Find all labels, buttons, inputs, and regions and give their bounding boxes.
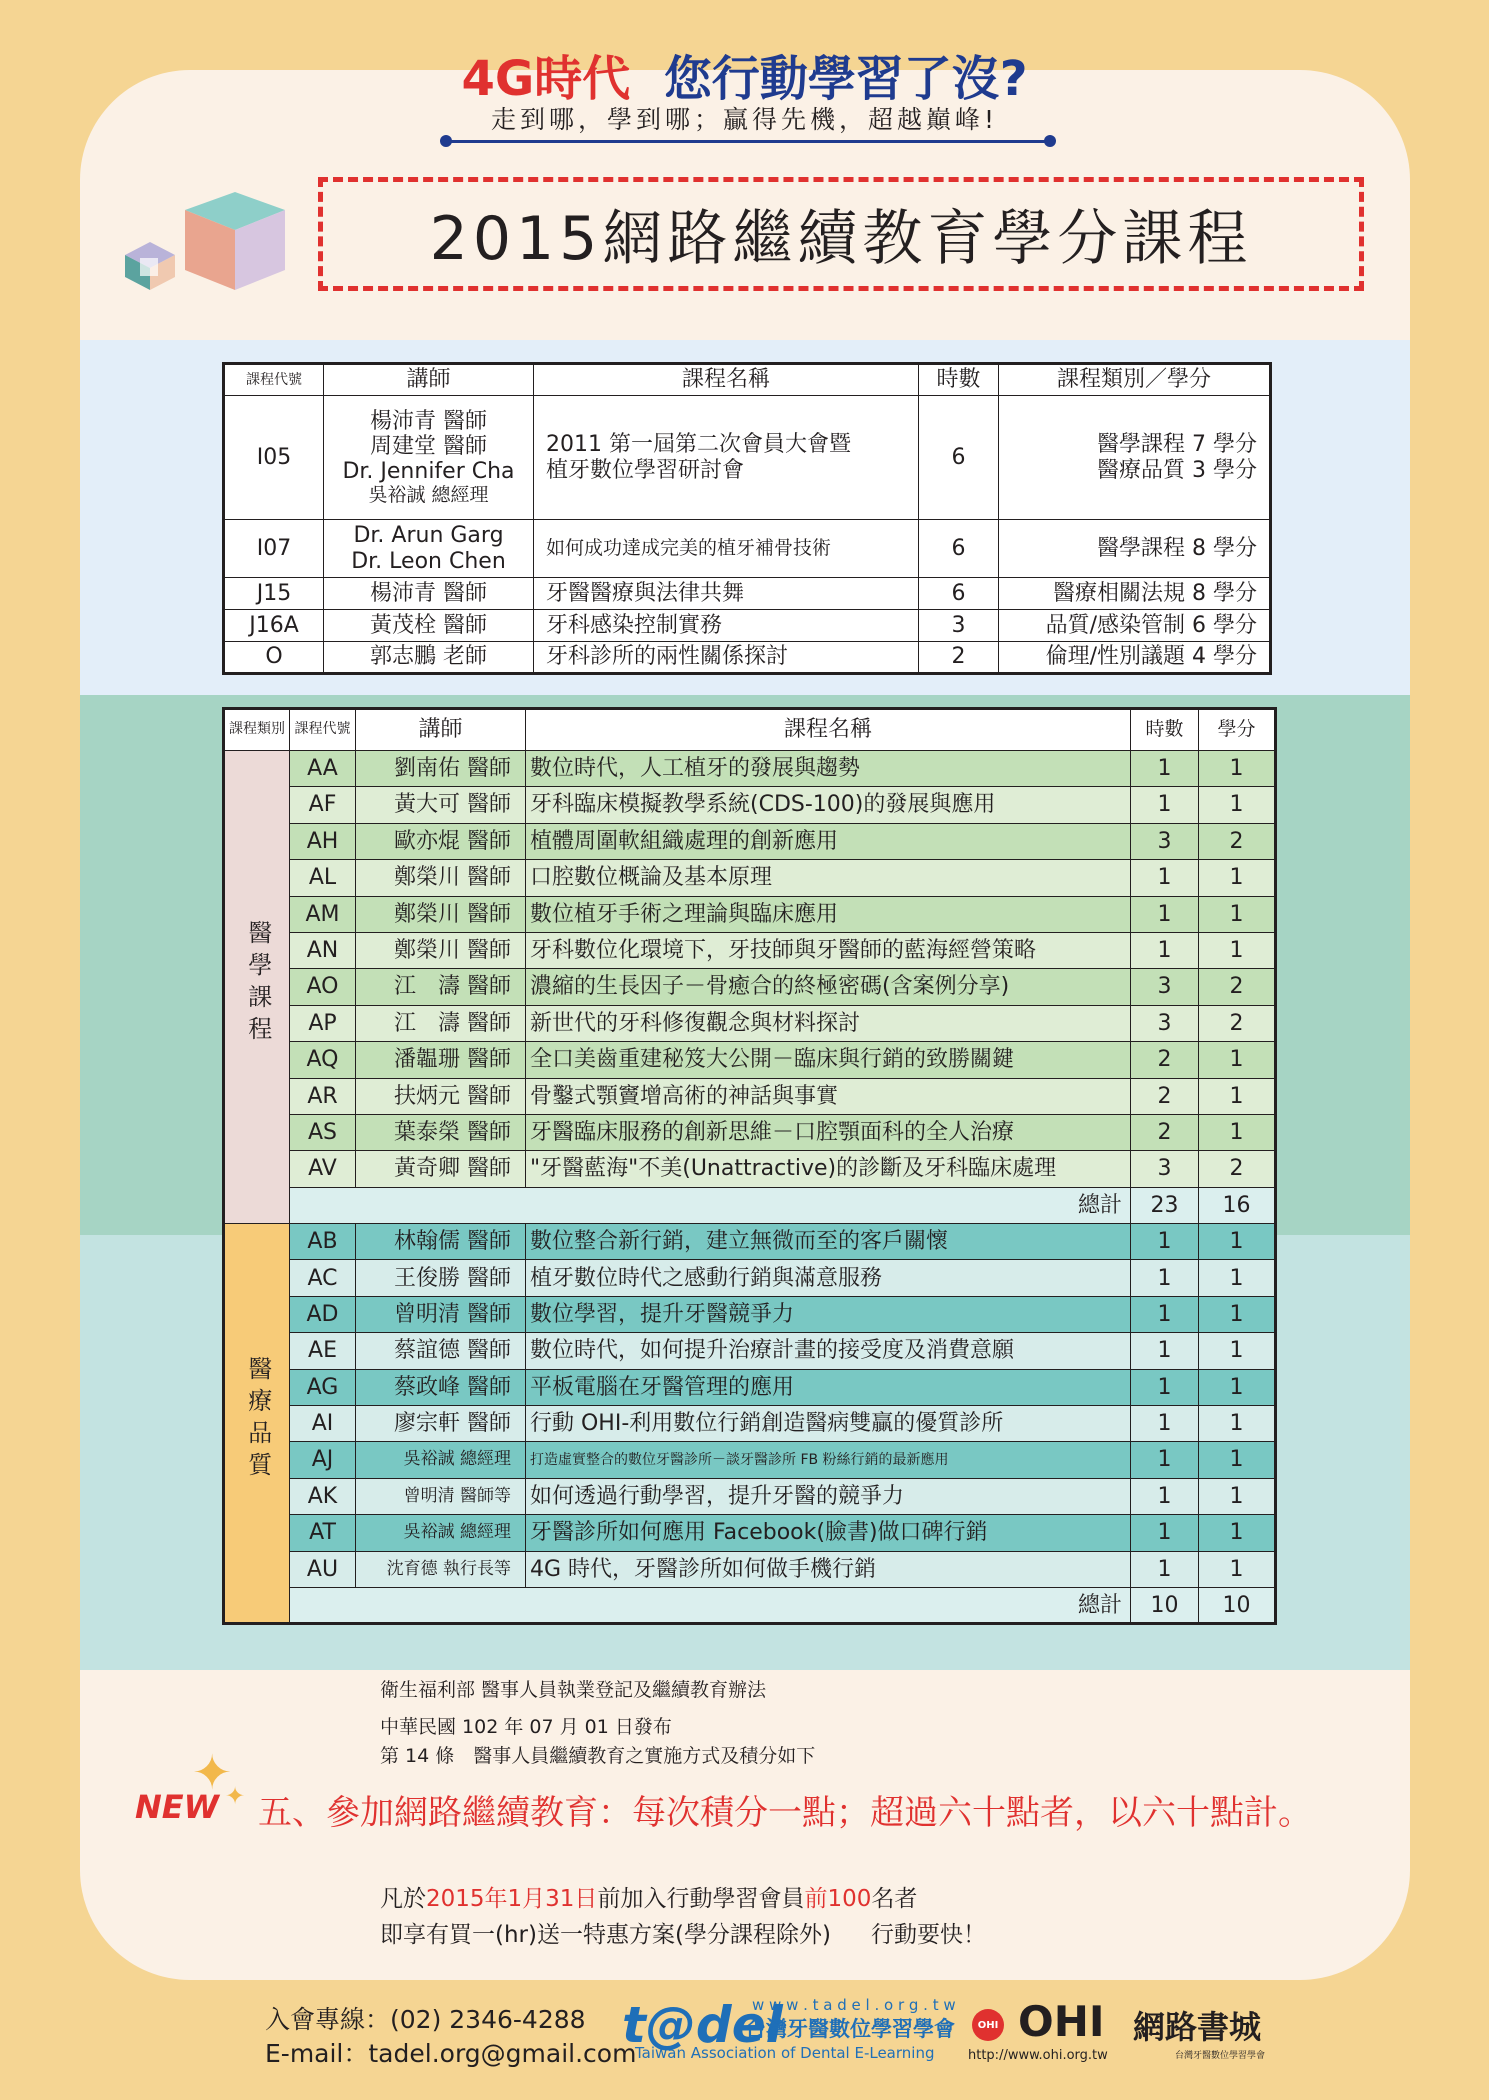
course-credits: 1: [1199, 1260, 1276, 1296]
category-label: 醫療品質: [243, 1356, 272, 1485]
teacher-name: 曾明清 醫師: [356, 1296, 526, 1332]
course-hours: 1: [1131, 896, 1199, 932]
course-name: 口腔數位概論及基本原理: [526, 860, 1131, 896]
course-code: AV: [290, 1151, 356, 1187]
category-cell: [224, 1224, 290, 1624]
new-badge: NEW: [135, 1788, 219, 1826]
teacher-name: 扶炳元 醫師: [356, 1078, 526, 1114]
course-code: AM: [290, 896, 356, 932]
course-hours: 3: [1131, 1151, 1199, 1187]
teacher-name: 曾明清 醫師等: [356, 1478, 526, 1514]
total-label: 總計: [290, 1587, 1131, 1623]
course-hours: 1: [1131, 932, 1199, 968]
course-name: 牙科感染控制實務: [534, 610, 919, 642]
table-row: [224, 932, 1276, 968]
promo-text: 凡於: [380, 1886, 426, 1912]
course-credits: 1: [1199, 1515, 1276, 1551]
teacher-name: 歐亦焜 醫師: [356, 823, 526, 859]
course-code: AR: [290, 1078, 356, 1114]
course-hours: 1: [1131, 787, 1199, 823]
course-credits: 1: [1199, 896, 1276, 932]
teacher-name: 吳裕誠 總經理: [368, 483, 489, 506]
course-line: 植牙數位學習研討會: [546, 457, 745, 483]
total-hours: 10: [1131, 1587, 1199, 1623]
course-code: O: [224, 642, 324, 674]
teacher-name: 葉泰榮 醫師: [356, 1114, 526, 1150]
regulation-line-1: 衛生福利部 醫事人員執業登記及繼續教育辦法: [380, 1679, 767, 1701]
tadel-chinese-name: 台灣牙醫數位學習學會: [745, 2017, 955, 2041]
course-hours: 3: [1131, 1005, 1199, 1041]
course-hours: 6: [919, 578, 999, 610]
promo-line-1: [380, 1880, 917, 1913]
teacher-name: 鄭榮川 醫師: [356, 860, 526, 896]
course-code: AH: [290, 823, 356, 859]
teacher-name: 沈育德 執行長等: [356, 1551, 526, 1587]
course-credits: 1: [1199, 1369, 1276, 1405]
course-name: 平板電腦在牙醫管理的應用: [526, 1369, 1131, 1405]
course-code: AC: [290, 1260, 356, 1296]
course-name: 骨鑿式顎竇增高術的神話與事實: [526, 1078, 1131, 1114]
col-header-teacher: 講師: [356, 709, 526, 751]
table-row: [224, 1005, 1276, 1041]
ohi-sub-text: 台灣牙醫數位學習學會: [1175, 2051, 1266, 2061]
table-row: [224, 642, 1271, 674]
course-credits: 2: [1199, 1005, 1276, 1041]
table-row: [224, 1224, 1276, 1260]
course-name: 數位學習，提升牙醫競爭力: [526, 1296, 1131, 1332]
contact-email[interactable]: E-mail：tadel.org@gmail.com: [265, 2039, 637, 2068]
course-name: [534, 396, 919, 520]
course-credits: 1: [1199, 932, 1276, 968]
course-code: AG: [290, 1369, 356, 1405]
course-name: 如何成功達成完美的植牙補骨技術: [534, 520, 919, 578]
teacher-cell: 郭志鵬 老師: [324, 642, 534, 674]
col-header-teacher: 講師: [324, 364, 534, 396]
promo-urgent: 行動要快！: [870, 1922, 986, 1948]
teacher-name: Dr. Arun Garg: [353, 523, 504, 549]
table-row: [224, 1296, 1276, 1332]
course-name: 牙醫醫療與法律共舞: [534, 578, 919, 610]
course-name: "牙醫藍海"不美(Unattractive)的診斷及牙科臨床處理: [526, 1151, 1131, 1187]
table-row: [224, 1515, 1276, 1551]
course-credits: 1: [1199, 1551, 1276, 1587]
course-name: 行動 OHI-利用數位行銷創造醫病雙贏的優質診所: [526, 1406, 1131, 1442]
course-name: 牙科臨床模擬教學系統(CDS-100)的發展與應用: [526, 787, 1131, 823]
teacher-name: 黃大可 醫師: [356, 787, 526, 823]
col-header-course: 課程名稱: [526, 709, 1131, 751]
table-row: [224, 1078, 1276, 1114]
course-hours: 1: [1131, 1551, 1199, 1587]
teacher-name: 蔡誼德 醫師: [356, 1333, 526, 1369]
table-row: [224, 396, 1271, 520]
course-hours: 3: [1131, 969, 1199, 1005]
course-hours: 1: [1131, 1478, 1199, 1514]
col-header-category: 課程類別: [224, 709, 290, 751]
course-line: 2011 第一屆第二次會員大會暨: [546, 432, 851, 458]
teacher-name: 楊沛青 醫師: [370, 408, 487, 434]
course-credits: 1: [1199, 1114, 1276, 1150]
course-hours: 1: [1131, 1224, 1199, 1260]
course-credits: 1: [1199, 1224, 1276, 1260]
course-credits: 1: [1199, 751, 1276, 787]
teacher-cell: [324, 396, 534, 520]
course-credits: 1: [1199, 1042, 1276, 1078]
teacher-cell: 黃茂栓 醫師: [324, 610, 534, 642]
course-name: 牙醫臨床服務的創新思維－口腔顎面科的全人治療: [526, 1114, 1131, 1150]
course-code: AT: [290, 1515, 356, 1551]
course-hours: 1: [1131, 751, 1199, 787]
total-credits: 16: [1199, 1187, 1276, 1223]
total-row: [224, 1187, 1276, 1223]
regulation-rule: 五、參加網路繼續教育：每次積分一點；超過六十點者，以六十點計。: [258, 1793, 1312, 1833]
main-title: 2015網路繼續教育學分課程: [429, 204, 1253, 274]
course-hours: 6: [919, 520, 999, 578]
course-code: J15: [224, 578, 324, 610]
course-code: I07: [224, 520, 324, 578]
online-courses-table: [222, 707, 1277, 1625]
teacher-name: 江 濤 醫師: [356, 1005, 526, 1041]
promo-text: 前加入行動學習會員: [597, 1886, 805, 1912]
course-name: 數位時代，人工植牙的發展與趨勢: [526, 751, 1131, 787]
cube-illustration-icon: [115, 180, 315, 310]
table-row: [224, 1333, 1276, 1369]
course-credits: 1: [1199, 1333, 1276, 1369]
teacher-name: 江 濤 醫師: [356, 969, 526, 1005]
table-row: [224, 1369, 1276, 1405]
course-code: AJ: [290, 1442, 356, 1478]
course-hours: 2: [1131, 1114, 1199, 1150]
course-name: 牙科數位化環境下，牙技師與牙醫師的藍海經營策略: [526, 932, 1131, 968]
course-credits: 1: [1199, 1078, 1276, 1114]
teacher-name: Dr. Jennifer Cha: [342, 459, 515, 485]
underline-dot-left: [440, 135, 452, 147]
col-header-credits: 課程類別／學分: [999, 364, 1271, 396]
course-credits: 2: [1199, 823, 1276, 859]
regulation-line-2: 中華民國 102 年 07 月 01 日發布: [380, 1716, 672, 1738]
teacher-name: 吳裕誠 總經理: [356, 1515, 526, 1551]
table-row: [224, 578, 1271, 610]
table-row: [224, 969, 1276, 1005]
table-row: [224, 1478, 1276, 1514]
teacher-cell: [324, 520, 534, 578]
course-credits: 醫療相關法規 8 學分: [999, 578, 1271, 610]
regulation-line-3: 第 14 條 醫事人員繼續教育之實施方式及積分如下: [380, 1745, 816, 1767]
slogan: 走到哪，學到哪；贏得先機，超越巔峰!: [490, 105, 999, 134]
course-hours: 2: [919, 642, 999, 674]
table-row: [224, 1151, 1276, 1187]
course-name: 數位時代，如何提升治療計畫的接受度及消費意願: [526, 1333, 1131, 1369]
teacher-name: 蔡政峰 醫師: [356, 1369, 526, 1405]
underline-dot-right: [1044, 135, 1056, 147]
credit-line: 醫學課程 7 學分: [1097, 432, 1257, 458]
special-courses-table: [222, 362, 1272, 675]
promo-limit: 前100: [804, 1886, 872, 1912]
course-name: 數位整合新行銷，建立無微而至的客戶關懷: [526, 1224, 1131, 1260]
course-name: 全口美齒重建秘笈大公開－臨床與行銷的致勝關鍵: [526, 1042, 1131, 1078]
col-header-course: 課程名稱: [534, 364, 919, 396]
course-hours: 1: [1131, 1260, 1199, 1296]
teacher-name: 鄭榮川 醫師: [356, 896, 526, 932]
course-name: 牙科診所的兩性關係探討: [534, 642, 919, 674]
teacher-name: 鄭榮川 醫師: [356, 932, 526, 968]
teacher-name: 劉南佑 醫師: [356, 751, 526, 787]
course-name: 新世代的牙科修復觀念與材料探討: [526, 1005, 1131, 1041]
col-header-code: 課程代號: [224, 364, 324, 396]
teacher-name: Dr. Leon Chen: [351, 548, 506, 574]
table-row: [224, 520, 1271, 578]
course-credits: 醫學課程 8 學分: [999, 520, 1271, 578]
col-header-credits: 學分: [1199, 709, 1276, 751]
course-code: AA: [290, 751, 356, 787]
course-hours: 1: [1131, 860, 1199, 896]
sparkle-small-icon: ✦: [225, 1782, 246, 1810]
course-credits: 1: [1199, 860, 1276, 896]
course-code: AE: [290, 1333, 356, 1369]
col-header-hours: 時數: [1131, 709, 1199, 751]
table-row: [224, 787, 1276, 823]
course-name: 如何透過行動學習，提升牙醫的競爭力: [526, 1478, 1131, 1514]
course-code: AI: [290, 1406, 356, 1442]
course-name: 數位植牙手術之理論與臨床應用: [526, 896, 1131, 932]
course-credits: 2: [1199, 1151, 1276, 1187]
course-hours: 2: [1131, 1078, 1199, 1114]
tadel-url[interactable]: w w w . t a d e l . o r g . t w: [752, 1996, 956, 2014]
total-label: 總計: [290, 1187, 1131, 1223]
course-credits: 1: [1199, 787, 1276, 823]
table-row: [224, 610, 1271, 642]
course-name: 植牙數位時代之感動行銷與滿意服務: [526, 1260, 1131, 1296]
total-row: [224, 1587, 1276, 1623]
course-hours: 3: [1131, 823, 1199, 859]
teacher-name: 黃奇卿 醫師: [356, 1151, 526, 1187]
category-cell: [224, 751, 290, 1224]
headline-part2: 您行動學習了沒?: [663, 51, 1028, 107]
course-credits: [999, 396, 1271, 520]
course-credits: 1: [1199, 1296, 1276, 1332]
course-code: AS: [290, 1114, 356, 1150]
course-hours: 2: [1131, 1042, 1199, 1078]
course-hours: 3: [919, 610, 999, 642]
course-code: AP: [290, 1005, 356, 1041]
promo-line-2: [380, 1916, 986, 1949]
course-code: AN: [290, 932, 356, 968]
teacher-name: 廖宗軒 醫師: [356, 1406, 526, 1442]
course-hours: 1: [1131, 1333, 1199, 1369]
course-hours: 6: [919, 396, 999, 520]
teacher-name: 王俊勝 醫師: [356, 1260, 526, 1296]
course-code: J16A: [224, 610, 324, 642]
course-hours: 1: [1131, 1515, 1199, 1551]
course-name: 植體周圍軟組織處理的創新應用: [526, 823, 1131, 859]
ohi-badge-icon: OHI: [972, 2009, 1004, 2041]
course-code: AF: [290, 787, 356, 823]
tadel-english-name: Taiwan Association of Dental E-Learning: [635, 2044, 935, 2062]
course-hours: 1: [1131, 1296, 1199, 1332]
course-code: AL: [290, 860, 356, 896]
course-credits: 1: [1199, 1406, 1276, 1442]
credit-line: 醫療品質 3 學分: [1097, 457, 1257, 483]
course-code: AQ: [290, 1042, 356, 1078]
table-row: [224, 1551, 1276, 1587]
course-code: I05: [224, 396, 324, 520]
teacher-cell: 楊沛青 醫師: [324, 578, 534, 610]
main-title-box: [318, 177, 1364, 291]
ohi-bookstore-name: 網路書城: [1133, 2008, 1262, 2046]
promo-text: 名者: [871, 1886, 918, 1912]
course-hours: 1: [1131, 1442, 1199, 1478]
promo-date: 2015年1月31日: [426, 1886, 598, 1912]
headline-part1: 4G時代: [461, 51, 631, 107]
course-name: 牙醫診所如何應用 Facebook(臉書)做口碑行銷: [526, 1515, 1131, 1551]
tadel-logo: t@del: [622, 1996, 783, 2054]
contact-phone: 入會專線：(02) 2346-4288: [265, 2005, 586, 2034]
table-row: [224, 823, 1276, 859]
col-header-code: 課程代號: [290, 709, 356, 751]
table-row: [224, 896, 1276, 932]
course-code: AK: [290, 1478, 356, 1514]
course-code: AU: [290, 1551, 356, 1587]
category-label: 醫學課程: [243, 919, 272, 1048]
course-credits: 1: [1199, 1478, 1276, 1514]
course-code: AO: [290, 969, 356, 1005]
course-code: AD: [290, 1296, 356, 1332]
promo-offer: 即享有買一(hr)送一特惠方案(學分課程除外): [380, 1922, 831, 1948]
teacher-name: 周建堂 醫師: [370, 433, 487, 459]
sparkle-icon: ✦: [192, 1745, 233, 1801]
table-row: [224, 1442, 1276, 1478]
teacher-name: 林翰儒 醫師: [356, 1224, 526, 1260]
table-row: [224, 1042, 1276, 1078]
course-credits: 倫理/性別議題 4 學分: [999, 642, 1271, 674]
col-header-hours: 時數: [919, 364, 999, 396]
course-name: 4G 時代，牙醫診所如何做手機行銷: [526, 1551, 1131, 1587]
ohi-url[interactable]: http://www.ohi.org.tw: [968, 2048, 1108, 2063]
table-row: [224, 1406, 1276, 1442]
total-hours: 23: [1131, 1187, 1199, 1223]
headline: [0, 40, 1489, 109]
teacher-name: 潘韞珊 醫師: [356, 1042, 526, 1078]
ohi-logo: OHI: [1018, 1997, 1105, 2046]
total-credits: 10: [1199, 1587, 1276, 1623]
course-name: 濃縮的生長因子－骨癒合的終極密碼(含案例分享): [526, 969, 1131, 1005]
course-hours: 1: [1131, 1369, 1199, 1405]
table-row: [224, 751, 1276, 787]
table-row: [224, 1114, 1276, 1150]
teacher-name: 吳裕誠 總經理: [356, 1442, 526, 1478]
course-hours: 1: [1131, 1406, 1199, 1442]
table-row: [224, 860, 1276, 896]
course-code: AB: [290, 1224, 356, 1260]
course-name: 打造虛實整合的數位牙醫診所－談牙醫診所 FB 粉絲行銷的最新應用: [526, 1442, 1131, 1478]
table-row: [224, 1260, 1276, 1296]
slogan-underline: [445, 140, 1050, 143]
course-credits: 1: [1199, 1442, 1276, 1478]
course-credits: 品質/感染管制 6 學分: [999, 610, 1271, 642]
course-credits: 2: [1199, 969, 1276, 1005]
